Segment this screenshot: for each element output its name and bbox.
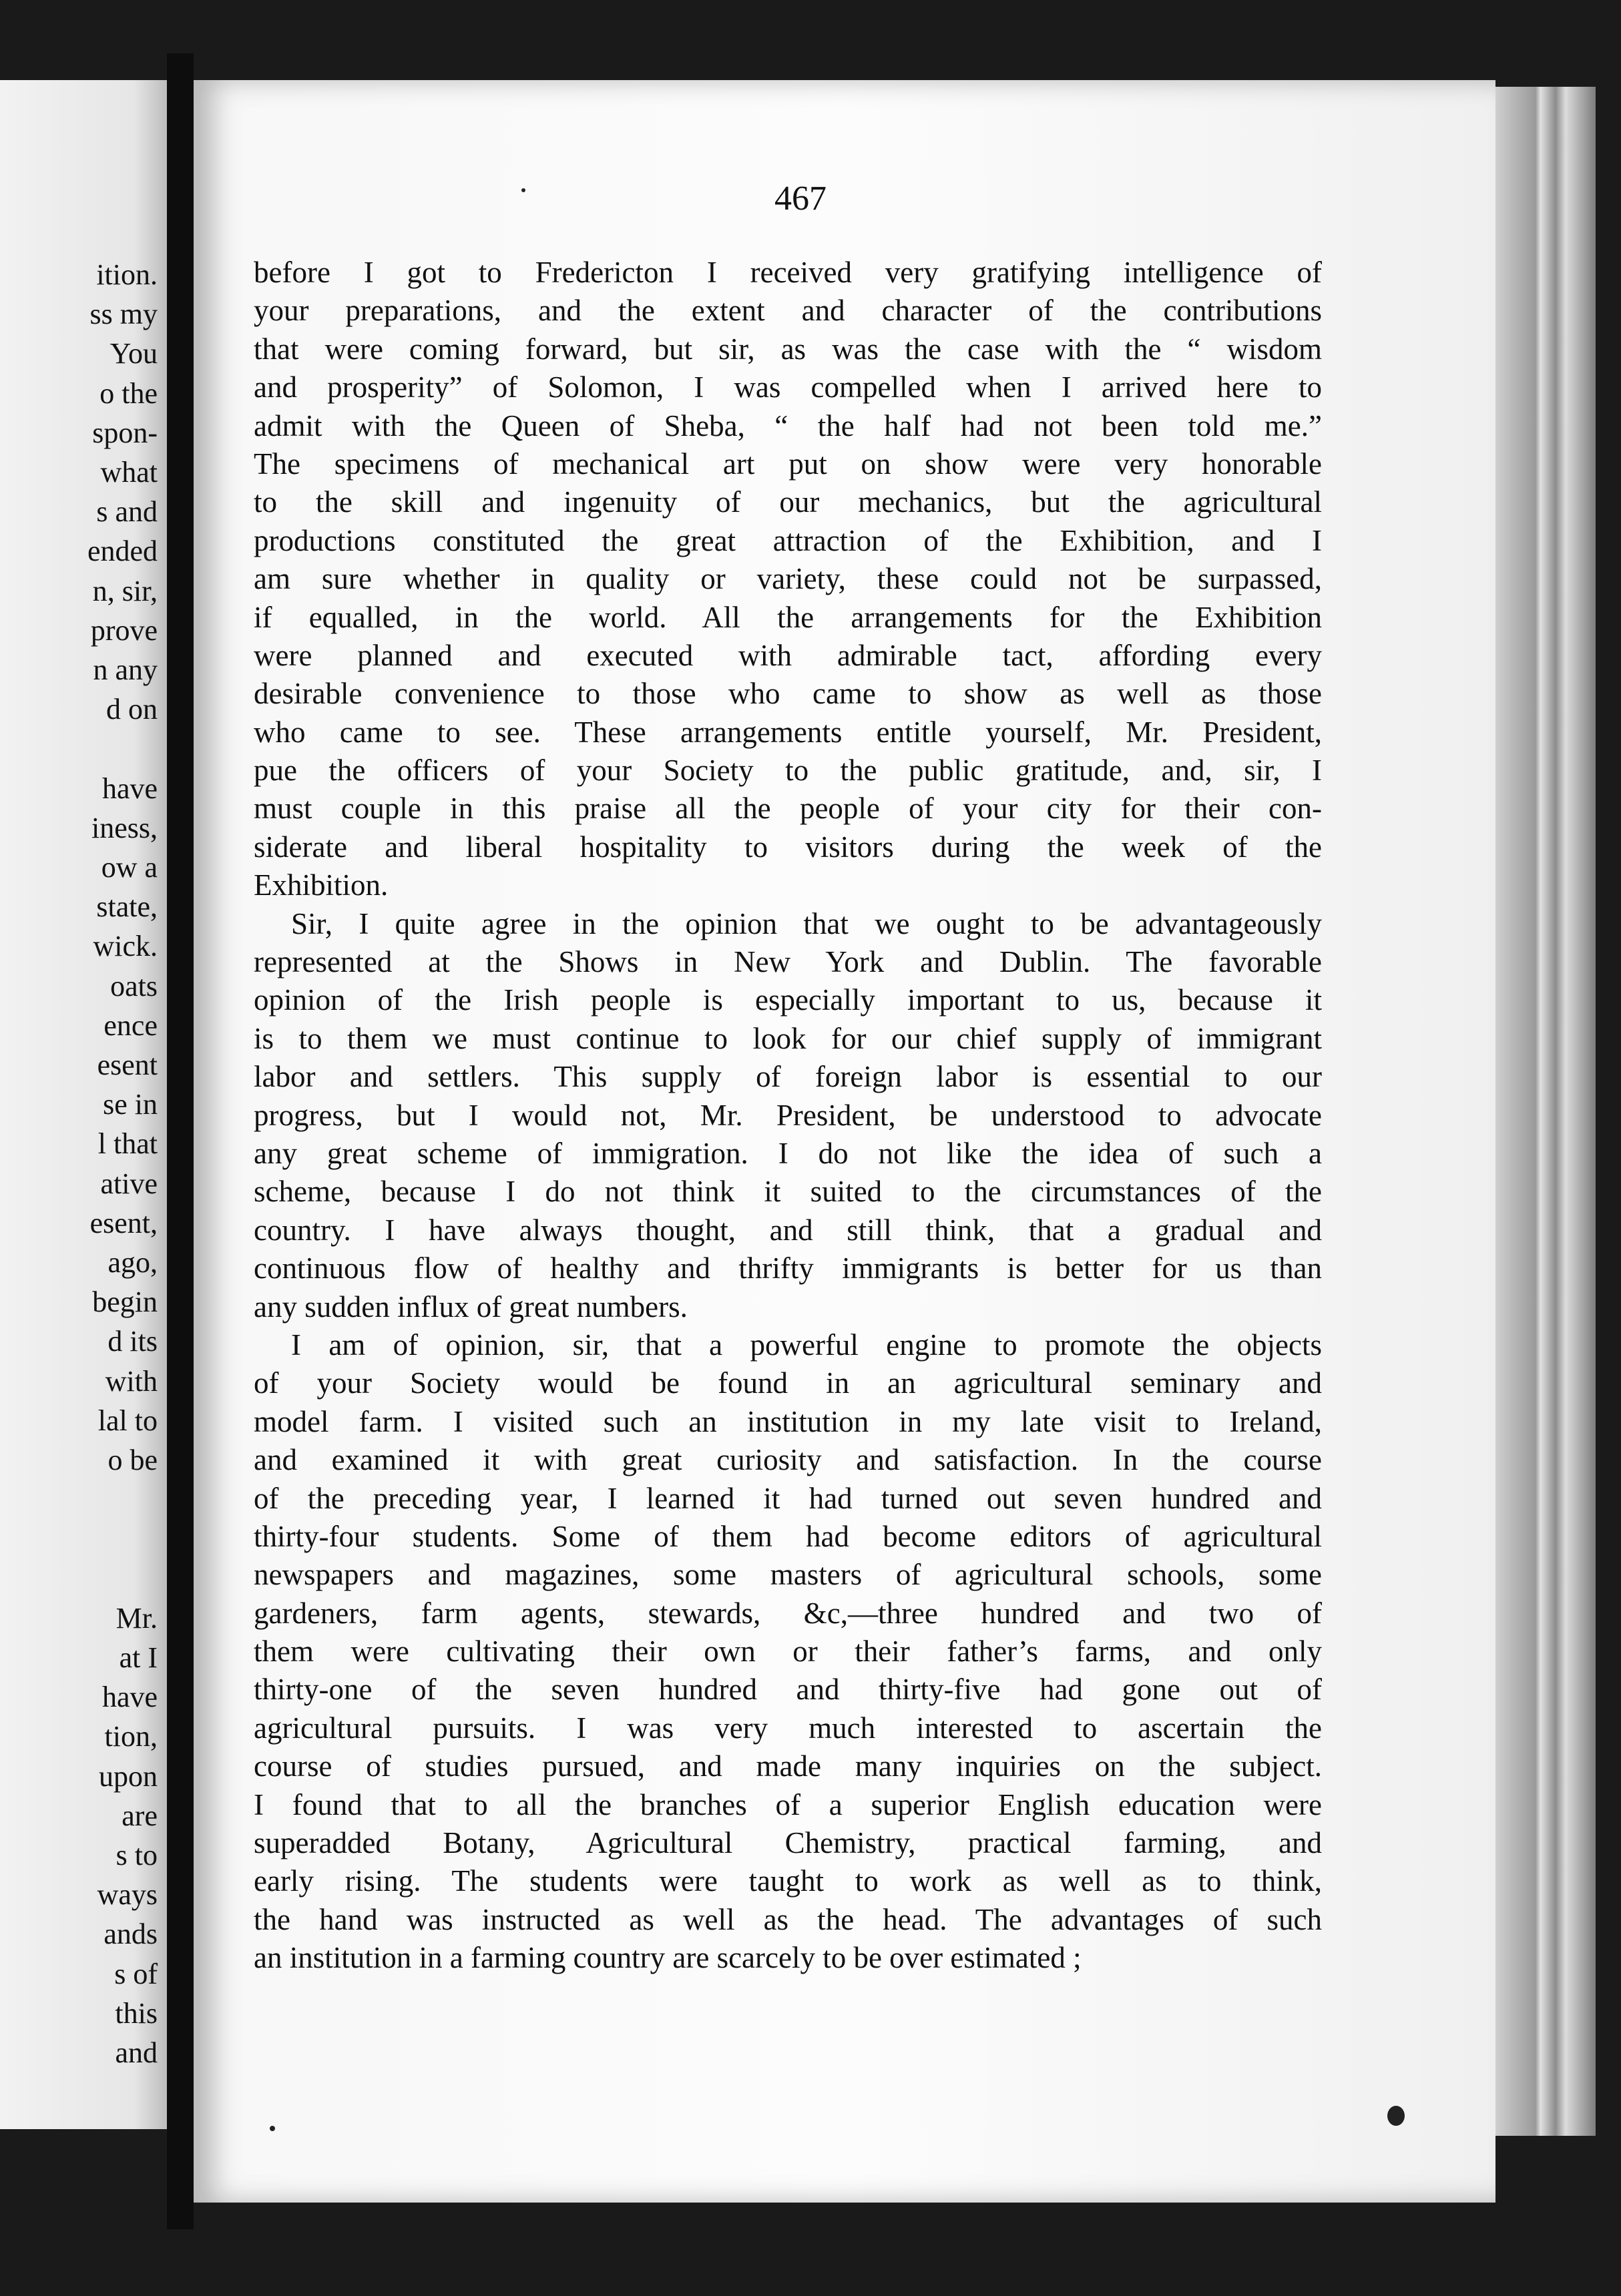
left-page-line-fragment: spon- bbox=[92, 416, 158, 449]
text-line: productions constituted the great attraction of the Exhibition, and I bbox=[254, 523, 1322, 557]
text-line: thirty-four students. Some of them had become editors of agricultural bbox=[254, 1519, 1322, 1553]
left-page-fragment bbox=[0, 80, 167, 2129]
left-page-line-fragment: with bbox=[105, 1364, 158, 1398]
text-line: siderate and liberal hospitality to visitors during the week of the bbox=[254, 830, 1322, 864]
left-page-line-fragment: lal to bbox=[97, 1404, 158, 1437]
left-page-line-fragment: begin bbox=[92, 1285, 158, 1319]
left-page-line-fragment: iness, bbox=[91, 811, 158, 844]
left-page-line-fragment: l that bbox=[97, 1127, 158, 1161]
text-line: any sudden influx of great numbers. bbox=[254, 1289, 688, 1324]
text-line: I am of opinion, sir, that a powerful engine to promote the objects bbox=[291, 1328, 1322, 1362]
page-number: 467 bbox=[774, 180, 827, 218]
left-page-line-fragment: tion, bbox=[104, 1720, 158, 1753]
text-line: of the preceding year, I learned it had turned out seven hundred and bbox=[254, 1481, 1322, 1515]
left-page-line-fragment: state, bbox=[96, 890, 158, 924]
print-speck bbox=[1387, 2106, 1405, 2126]
print-speck bbox=[270, 2126, 275, 2131]
text-line: must couple in this praise all the people of your city for their con- bbox=[254, 792, 1322, 826]
text-line: Sir, I quite agree in the opinion that we ought to be advantageously bbox=[291, 906, 1322, 940]
left-page-line-fragment: ago, bbox=[107, 1246, 158, 1279]
left-page-line-fragment: are bbox=[122, 1799, 158, 1832]
left-page-line-fragment: ence bbox=[103, 1009, 158, 1042]
left-page-line-fragment: and bbox=[115, 2036, 158, 2069]
text-line: desirable convenience to those who came to show as well as those bbox=[254, 677, 1322, 711]
text-line: an institution in a farming country are scarcely to be over estimated ; bbox=[254, 1941, 1082, 1975]
text-line: superadded Botany, Agricultural Chemistry, practical farming, and bbox=[254, 1826, 1322, 1860]
left-page-line-fragment: oats bbox=[110, 969, 158, 1002]
text-line: thirty-one of the seven hundred and thirty-five had gone out of bbox=[254, 1673, 1322, 1707]
left-page-line-fragment: have bbox=[101, 1681, 158, 1714]
text-line: I found that to all the branches of a superior English education were bbox=[254, 1787, 1322, 1821]
left-page-line-fragment: what bbox=[100, 456, 158, 489]
left-page-line-fragment: o the bbox=[99, 376, 158, 410]
text-line: country. I have always thought, and still think, that a gradual and bbox=[254, 1213, 1322, 1247]
right-page-edges bbox=[1495, 87, 1596, 2136]
text-line: gardeners, farm agents, stewards, &c,—three hundred and two of bbox=[254, 1596, 1322, 1630]
left-page-line-fragment: esent, bbox=[89, 1206, 158, 1239]
text-line: continuous flow of healthy and thrifty immigrants is better for us than bbox=[254, 1251, 1322, 1285]
text-line: labor and settlers. This supply of foreign labor is essential to our bbox=[254, 1060, 1322, 1094]
text-line: to the skill and ingenuity of our mechanics, but the agricultural bbox=[254, 485, 1322, 519]
left-page-line-fragment: have bbox=[101, 772, 158, 805]
text-line: and examined it with great curiosity and satisfaction. In the course bbox=[254, 1443, 1322, 1477]
left-page-line-fragment: esent bbox=[97, 1049, 158, 1081]
text-line: early rising. The students were taught to work as well as to think, bbox=[254, 1864, 1322, 1898]
left-page-line-fragment: Mr. bbox=[115, 1601, 158, 1635]
left-page-line-fragment: ative bbox=[100, 1167, 158, 1200]
left-page-line-fragment: d on bbox=[106, 693, 158, 726]
text-line: if equalled, in the world. All the arrangements for the Exhibition bbox=[254, 600, 1322, 634]
text-line: pue the officers of your Society to the public gratitude, and, sir, I bbox=[254, 754, 1322, 788]
text-line: model farm. I visited such an institution in my late visit to Ireland, bbox=[254, 1404, 1322, 1438]
book-gutter bbox=[167, 53, 194, 2229]
left-page-line-fragment: prove bbox=[90, 613, 158, 647]
text-line: that were coming forward, but sir, as was the case with the “ wisdom bbox=[254, 332, 1322, 366]
text-line: agricultural pursuits. I was very much interested to ascertain the bbox=[254, 1711, 1322, 1745]
text-line: is to them we must continue to look for our chief supply of immigrant bbox=[254, 1021, 1322, 1055]
left-page-line-fragment: d its bbox=[107, 1325, 158, 1358]
text-line: any great scheme of immigration. I do not like the idea of such a bbox=[254, 1136, 1322, 1170]
text-line: admit with the Queen of Sheba, “ the half had not been told me.” bbox=[254, 408, 1322, 443]
left-page-line-fragment: upon bbox=[99, 1759, 158, 1793]
text-line: Exhibition. bbox=[254, 868, 389, 902]
left-page-line-fragment: o be bbox=[107, 1444, 158, 1476]
left-page-line-fragment: s of bbox=[114, 1957, 158, 1990]
left-page-line-fragment: ended bbox=[87, 535, 158, 568]
left-page-line-fragment: this bbox=[115, 1996, 158, 2030]
text-line: The specimens of mechanical art put on show were very honorable bbox=[254, 447, 1322, 481]
text-line: opinion of the Irish people is especially important to us, because it bbox=[254, 983, 1322, 1017]
text-line: scheme, because I do not think it suited to the circumstances of the bbox=[254, 1175, 1322, 1209]
left-page-line-fragment: ways bbox=[97, 1878, 158, 1912]
text-line: course of studies pursued, and made many inquiries on the subject. bbox=[254, 1749, 1322, 1783]
left-page-line-fragment: n, sir, bbox=[92, 574, 158, 607]
text-line: who came to see. These arrangements entitle yourself, Mr. President, bbox=[254, 715, 1322, 749]
left-page-line-fragment: se in bbox=[103, 1088, 158, 1121]
text-line: progress, but I would not, Mr. President, be understood to advocate bbox=[254, 1098, 1322, 1132]
text-line: represented at the Shows in New York and Dublin. The favorable bbox=[254, 945, 1322, 979]
text-line: before I got to Fredericton I received very gratifying intelligence of bbox=[254, 256, 1322, 289]
text-line: the hand was instructed as well as the head. The advantages of such bbox=[254, 1902, 1322, 1936]
left-page-line-fragment: ow a bbox=[101, 851, 158, 884]
text-line: them were cultivating their own or their father’s farms, and only bbox=[254, 1635, 1322, 1669]
text-line: were planned and executed with admirable tact, affording every bbox=[254, 638, 1322, 672]
left-page-line-fragment: ss my bbox=[89, 298, 158, 331]
text-line: newspapers and magazines, some masters of agricultural schools, some bbox=[254, 1558, 1322, 1592]
text-line: and prosperity” of Solomon, I was compelled when I arrived here to bbox=[254, 370, 1322, 404]
left-page-line-fragment: ands bbox=[103, 1918, 158, 1951]
text-line: am sure whether in quality or variety, these could not be surpassed, bbox=[254, 562, 1322, 596]
print-speck bbox=[521, 188, 525, 192]
page-body-text bbox=[254, 254, 1322, 1978]
left-page-line-fragment: wick. bbox=[93, 930, 158, 963]
left-page-line-fragment: n any bbox=[93, 653, 158, 686]
left-page-line-fragment: s and bbox=[96, 495, 158, 529]
left-page-line-fragment: ition. bbox=[96, 258, 158, 291]
text-line: your preparations, and the extent and character of the contributions bbox=[254, 294, 1322, 328]
left-page-line-fragment: at I bbox=[119, 1641, 158, 1674]
left-page-line-fragment: You bbox=[109, 337, 158, 370]
left-page-line-fragment: s to bbox=[115, 1839, 158, 1872]
text-line: of your Society would be found in an agricultural seminary and bbox=[254, 1366, 1322, 1400]
